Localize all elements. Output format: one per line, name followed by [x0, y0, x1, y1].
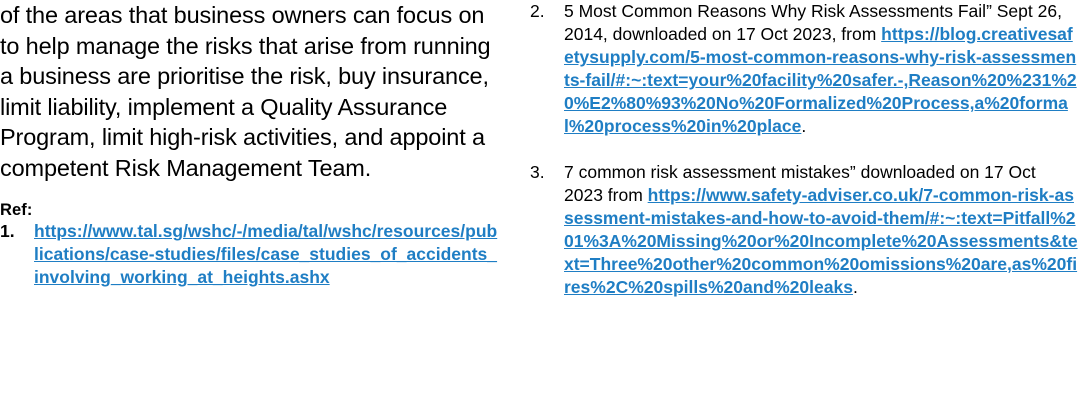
reference-item: [530, 161, 1078, 300]
body-paragraph: of the areas that business owners can focus on to help manage the risks that arise from running a business are prioritise the risk, buy insurance, limit liability, implement a Quality Assurance Program, limit high-risk activities, and appoint a competent Risk Management Team.: [0, 2, 491, 181]
reference-lead-text: 5 Most Common Reasons Why Risk Assessments Fail” Sept 26, 2014, downloaded on 17 Oct 2023, from: [564, 1, 1062, 45]
list-number: 1.: [0, 221, 15, 242]
reference-link[interactable]: https://www.tal.sg/wshc/-/media/tal/wshc/resources/publications/case-studies/files/case_studies_of_accidents_involving_working_at_heights.ashx: [34, 221, 498, 288]
list-number: 3.: [530, 161, 545, 182]
references-heading: Ref:: [0, 201, 33, 220]
reference-item: [530, 0, 1078, 139]
reference-trailing-text: .: [852, 277, 858, 298]
reference-link[interactable]: https://www.safety-adviser.co.uk/7-common-risk-assessment-mistakes-and-how-to-avoid-them/#:~:text=Pitfall%201%3A%20Missing%20or%20Incomplete%20Assessments&text=Three%20other%20common%20omissions%20are,as%20fires%2C%20spills%20and%20leaks: [564, 184, 1078, 298]
left-reference-list: [0, 220, 500, 289]
right-reference-list: [530, 0, 1078, 299]
right-column: [530, 0, 1078, 299]
list-number: 2.: [530, 1, 545, 21]
reference-item: [0, 220, 500, 289]
left-column: [0, 0, 500, 290]
reference-link[interactable]: https://blog.creativesafetysupply.com/5-most-common-reasons-why-risk-assessments-fail/#:~:text=your%20facility%20safer.-,Reason%20%231%20%E2%80%93%20No%20Formalized%20Process,a%20formal%20process%20in%20place: [564, 24, 1077, 137]
reference-trailing-text: .: [801, 116, 807, 137]
reference-lead-text: 7 common risk assessment mistakes” downloaded on 17 Oct 2023 from: [564, 161, 1036, 205]
